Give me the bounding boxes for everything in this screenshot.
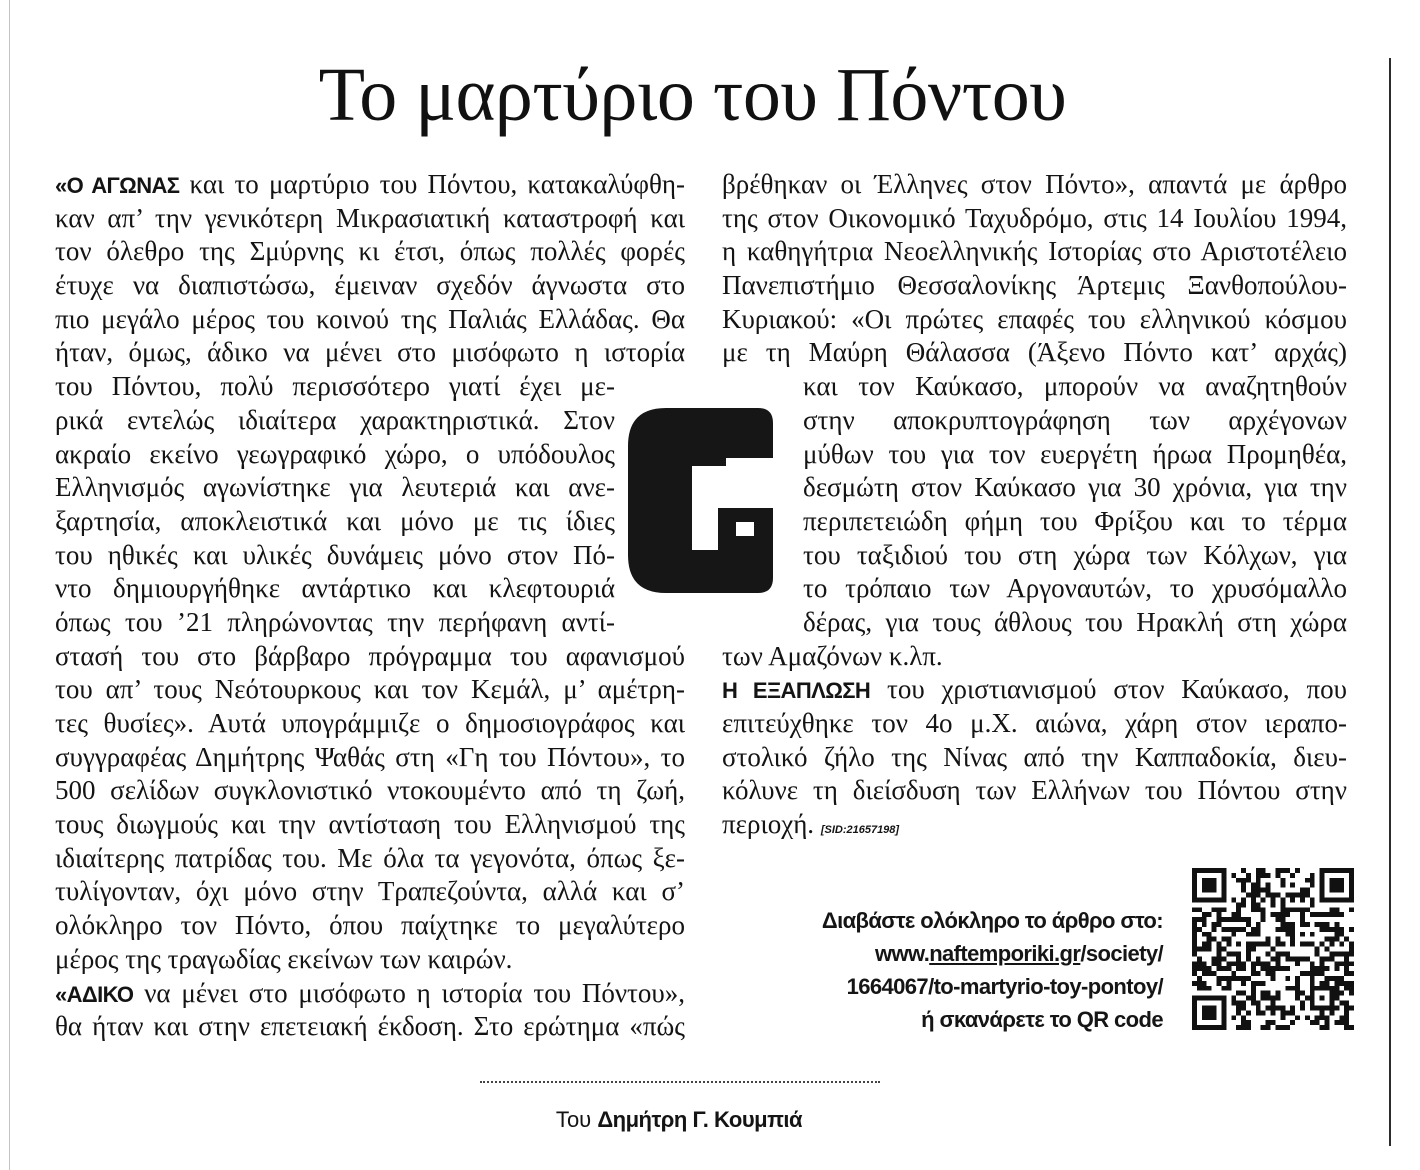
line-text: δεσμώτη στον Καύκασο για 30 χρόνια, για την — [803, 472, 1347, 503]
line-text: της στον Οικονομικό Ταχυδρόμο, στις 14 Ιουλίου 1994, — [722, 202, 1347, 233]
line-text: των Αμαζόνων κ.λπ. — [722, 640, 943, 671]
line-text: του Πόντου, πολύ περισσότερο γιατί έχει με- — [55, 371, 615, 402]
text-line — [55, 673, 685, 707]
text-line-content — [803, 438, 1347, 472]
text-line-content — [55, 370, 615, 404]
text-line — [803, 572, 1347, 606]
text-line — [55, 640, 685, 674]
line-text: θα ήταν και στην επετειακή έκδοση. Στο ερώτημα «πώς — [55, 1011, 685, 1042]
text-line — [722, 303, 1347, 337]
text-line-content — [722, 336, 1347, 370]
left-text-column — [55, 168, 685, 1044]
line-text: Ελληνισμός αγωνίστηκε για λευτεριά και ανε- — [55, 472, 615, 503]
text-line — [803, 606, 1347, 640]
text-line — [55, 572, 615, 606]
read-more-block — [822, 904, 1163, 1036]
text-line — [803, 370, 1347, 404]
lead-in-text: Η ΕΞΑΠΛΩΣΗ — [722, 678, 871, 704]
line-text: στολικό ζήλο της Νίνας από την Καππαδοκία, διευ- — [722, 741, 1347, 772]
text-line-content — [55, 606, 615, 640]
text-line-content — [803, 471, 1347, 505]
page-edge-line — [9, 0, 10, 1170]
article-title: Το μαρτύριο του Πόντου — [318, 53, 1067, 137]
line-text: του ταξιδιού του στη χώρα των Κόλχων, για — [803, 539, 1347, 570]
text-line — [722, 808, 1347, 842]
text-line-content — [722, 269, 1347, 303]
line-text: κόλυνε τη διείσδυση των Ελλήνων του Πόντου στην — [722, 775, 1347, 806]
text-line-content — [55, 202, 685, 236]
text-line-content — [722, 808, 899, 848]
text-line-content — [55, 707, 685, 741]
url-domain: naftemporiki.gr — [929, 941, 1081, 966]
text-line — [55, 842, 685, 876]
text-line — [722, 168, 1347, 202]
line-text: η καθηγήτρια Νεοελληνικής Ιστορίας στο Αριστοτέλειο — [722, 236, 1347, 267]
text-line — [55, 202, 685, 236]
byline — [0, 1105, 1358, 1135]
line-text: στασή του στο βάρβαρο πρόγραμμα του αφανισμού — [55, 640, 685, 671]
text-line-content — [803, 370, 1347, 404]
article-url-line-2: 1664067/to-martyrio-toy-pontoy/ — [846, 974, 1163, 999]
byline-prefix: Του — [555, 1107, 592, 1132]
line-text: και το μαρτύριο του Πόντου, κατακαλύφθη- — [189, 169, 685, 199]
text-line-content — [55, 235, 685, 269]
text-line — [55, 303, 685, 337]
text-line-content — [803, 606, 1347, 640]
text-line-content — [803, 505, 1347, 539]
line-text: του απ’ τους Νεότουρκους και τον Κεμάλ, μ’ αμέτρη- — [55, 674, 685, 705]
text-line — [55, 606, 615, 640]
line-text: τυλίγονταν, όχι μόνο στην Τραπεζούντα, αλλά και σ’ — [55, 876, 685, 907]
line-text: τες θυσίες». Αυτά υπογράμμιζε ο δημοσιογράφος και — [55, 708, 685, 738]
text-line — [55, 741, 685, 775]
text-line — [722, 774, 1347, 808]
text-line-content — [55, 741, 685, 775]
line-text: να μένει στο μισόφωτο η ιστορία του Πόντου», — [144, 977, 685, 1008]
line-text: ξαρτησία, αποκλειστικά και μόνο με τις ίδιες — [55, 505, 615, 536]
text-line-content — [55, 303, 685, 337]
line-text: μύθων του για τον ευεργέτη ήρωα Προμηθέα, — [803, 438, 1347, 469]
text-line-content — [722, 640, 943, 674]
text-line — [55, 1010, 685, 1044]
line-text: 500 σελίδων συγκλονιστικό ντοκουμέντο από τη ζωή, — [55, 775, 685, 806]
text-line — [722, 235, 1347, 269]
line-text: ντο δημιουργήθηκε αντάρτικο και κλεφτουριά — [55, 573, 615, 604]
text-line — [55, 269, 685, 303]
text-line-content — [803, 404, 1347, 438]
text-line-content — [55, 471, 615, 505]
line-text: τον όλεθρο της Σμύρνης κι έτσι, όπως πολλές φορές — [55, 236, 685, 267]
line-text: συγγραφέας Δημήτρης Ψαθάς στη «Γη του Πόντου», το — [55, 741, 685, 772]
text-line — [55, 808, 685, 842]
line-text: Πανεπιστήμιο Θεσσαλονίκης Άρτεμις Ξανθοπούλου- — [722, 270, 1347, 301]
line-text: ακραίο εκείνο γεωγραφικό χώρο, ο υπόδουλος — [55, 438, 615, 469]
line-text: πιο μεγάλο μέρος του κοινού της Παλιάς Ελλάδας. Θα — [55, 303, 685, 334]
text-line-content — [55, 404, 615, 438]
article-url-line-1 — [822, 937, 1163, 970]
text-line-content — [722, 303, 1347, 337]
byline-author: Δημήτρη Γ. Κουμπιά — [597, 1107, 803, 1132]
text-line — [55, 370, 615, 404]
text-line — [803, 404, 1347, 438]
text-line-content — [55, 909, 685, 943]
text-line-content — [55, 977, 685, 1012]
text-line — [55, 943, 685, 977]
letter-g-icon — [628, 408, 773, 593]
text-line — [55, 909, 685, 943]
line-text: έτυχε να διαπιστώσω, έμειναν σχεδόν άγνωστα στο — [55, 270, 685, 301]
line-text: και τον Καύκασο, μπορούν να αναζητηθούν — [803, 371, 1347, 402]
qr-code-modules — [1192, 868, 1354, 1030]
text-line-content — [55, 505, 615, 539]
text-line-content — [55, 774, 685, 808]
text-line — [55, 707, 685, 741]
line-text: επιτεύχθηκε τον 4ο μ.Χ. αιώνα, χάρη στον ιεραπο- — [722, 708, 1347, 738]
text-line-content — [55, 572, 615, 606]
right-text-column — [722, 168, 1347, 842]
text-line-content — [55, 842, 685, 876]
line-text: δέρας, για τους άθλους του Ηρακλή στη χώρα — [803, 606, 1347, 637]
line-text: τους διωγμούς και την αντίσταση του Ελληνισμού της — [55, 809, 685, 840]
text-line — [722, 741, 1347, 775]
text-line — [722, 673, 1347, 707]
text-line — [722, 202, 1347, 236]
lead-in-text: «ΑΔΙΚΟ — [55, 981, 134, 1007]
text-line — [803, 438, 1347, 472]
line-text: στην αποκρυπτογράφηση των αρχέγονων — [803, 404, 1347, 435]
line-text: του χριστιανισμού στον Καύκασο, που — [886, 674, 1347, 705]
text-line — [55, 168, 685, 202]
text-line-content — [55, 539, 615, 573]
text-line — [722, 269, 1347, 303]
text-line-content — [722, 741, 1347, 775]
story-id-tag: [SID:21657198] — [820, 824, 900, 837]
line-text: περιοχή. — [722, 809, 815, 840]
url-suffix: /society/ — [1080, 941, 1163, 966]
text-line-content — [803, 539, 1347, 573]
line-text: ιδιαίτερης πατρίδας του. Με όλα τα γεγονότα, όπως ξε- — [55, 842, 685, 873]
text-line — [803, 539, 1347, 573]
text-line-content — [55, 269, 685, 303]
text-line — [722, 336, 1347, 370]
line-text: βρέθηκαν οι Έλληνες στον Πόντο», απαντά με άρθρο — [722, 169, 1347, 199]
line-text: του ηθικές και υλικές δυνάμεις μόνο στον Πό- — [55, 539, 615, 570]
text-line — [803, 471, 1347, 505]
line-text: ρικά εντελώς ιδιαίτερα χαρακτηριστικά. Στον — [55, 404, 615, 435]
text-line-content — [55, 438, 615, 472]
line-text: περιπετειώδη φήμη του Φρίξου και το τέρμα — [803, 505, 1347, 536]
line-text: καν απ’ την γενικότερη Μικρασιατική καταστροφή και — [55, 202, 685, 233]
text-line-content — [803, 572, 1347, 606]
text-line-content — [722, 707, 1347, 741]
text-line — [55, 875, 685, 909]
text-line-content — [722, 235, 1347, 269]
text-line — [55, 438, 615, 472]
text-line — [722, 640, 1347, 674]
text-line-content — [722, 202, 1347, 236]
text-line — [722, 707, 1347, 741]
line-text: Κυριακού: «Οι πρώτες επαφές του ελληνικού κόσμου — [722, 303, 1347, 334]
text-line — [55, 336, 685, 370]
text-line-content — [722, 168, 1347, 202]
text-line — [55, 235, 685, 269]
line-text: ήταν, όμως, άδικο να μένει στο μισόφωτο η ιστορία — [55, 337, 685, 368]
text-line-content — [55, 336, 685, 370]
scan-qr-label: ή σκανάρετε το QR code — [921, 1007, 1163, 1032]
text-line-content — [722, 774, 1347, 808]
text-line — [55, 774, 685, 808]
text-line-content — [722, 673, 1347, 708]
dotted-separator — [480, 1081, 880, 1083]
qr-code-icon — [1192, 868, 1354, 1030]
text-line-content — [55, 943, 512, 977]
column-rule — [1389, 58, 1391, 1146]
line-text: μέρος της τραγωδίας εκείνων των καιρών. — [55, 943, 513, 974]
text-line-content — [55, 875, 685, 909]
text-line — [55, 505, 615, 539]
text-line-content — [55, 673, 685, 707]
text-line — [55, 404, 615, 438]
read-more-label: Διαβάστε ολόκληρο το άρθρο στο: — [821, 908, 1163, 933]
line-text: όπως του ’21 πληρώνοντας την περήφανη αντί- — [55, 606, 615, 637]
line-text: με τη Μαύρη Θάλασσα (Άξενο Πόντο κατ’ αρχάς) — [722, 337, 1347, 368]
line-text: το τρόπαιο των Αργοναυτών, το χρυσόμαλλο — [803, 573, 1347, 604]
text-line-content — [55, 1010, 685, 1044]
url-prefix: www. — [874, 941, 930, 966]
text-line — [55, 471, 615, 505]
line-text: ολόκληρο τον Πόντο, όπου παίχτηκε το μεγαλύτερο — [55, 910, 685, 941]
lead-in-text: «Ο ΑΓΩΝΑΣ — [55, 173, 180, 198]
text-line-content — [55, 808, 685, 842]
text-line — [55, 977, 685, 1011]
text-line — [803, 505, 1347, 539]
text-line-content — [55, 168, 685, 203]
text-line — [55, 539, 615, 573]
text-line-content — [55, 640, 685, 674]
